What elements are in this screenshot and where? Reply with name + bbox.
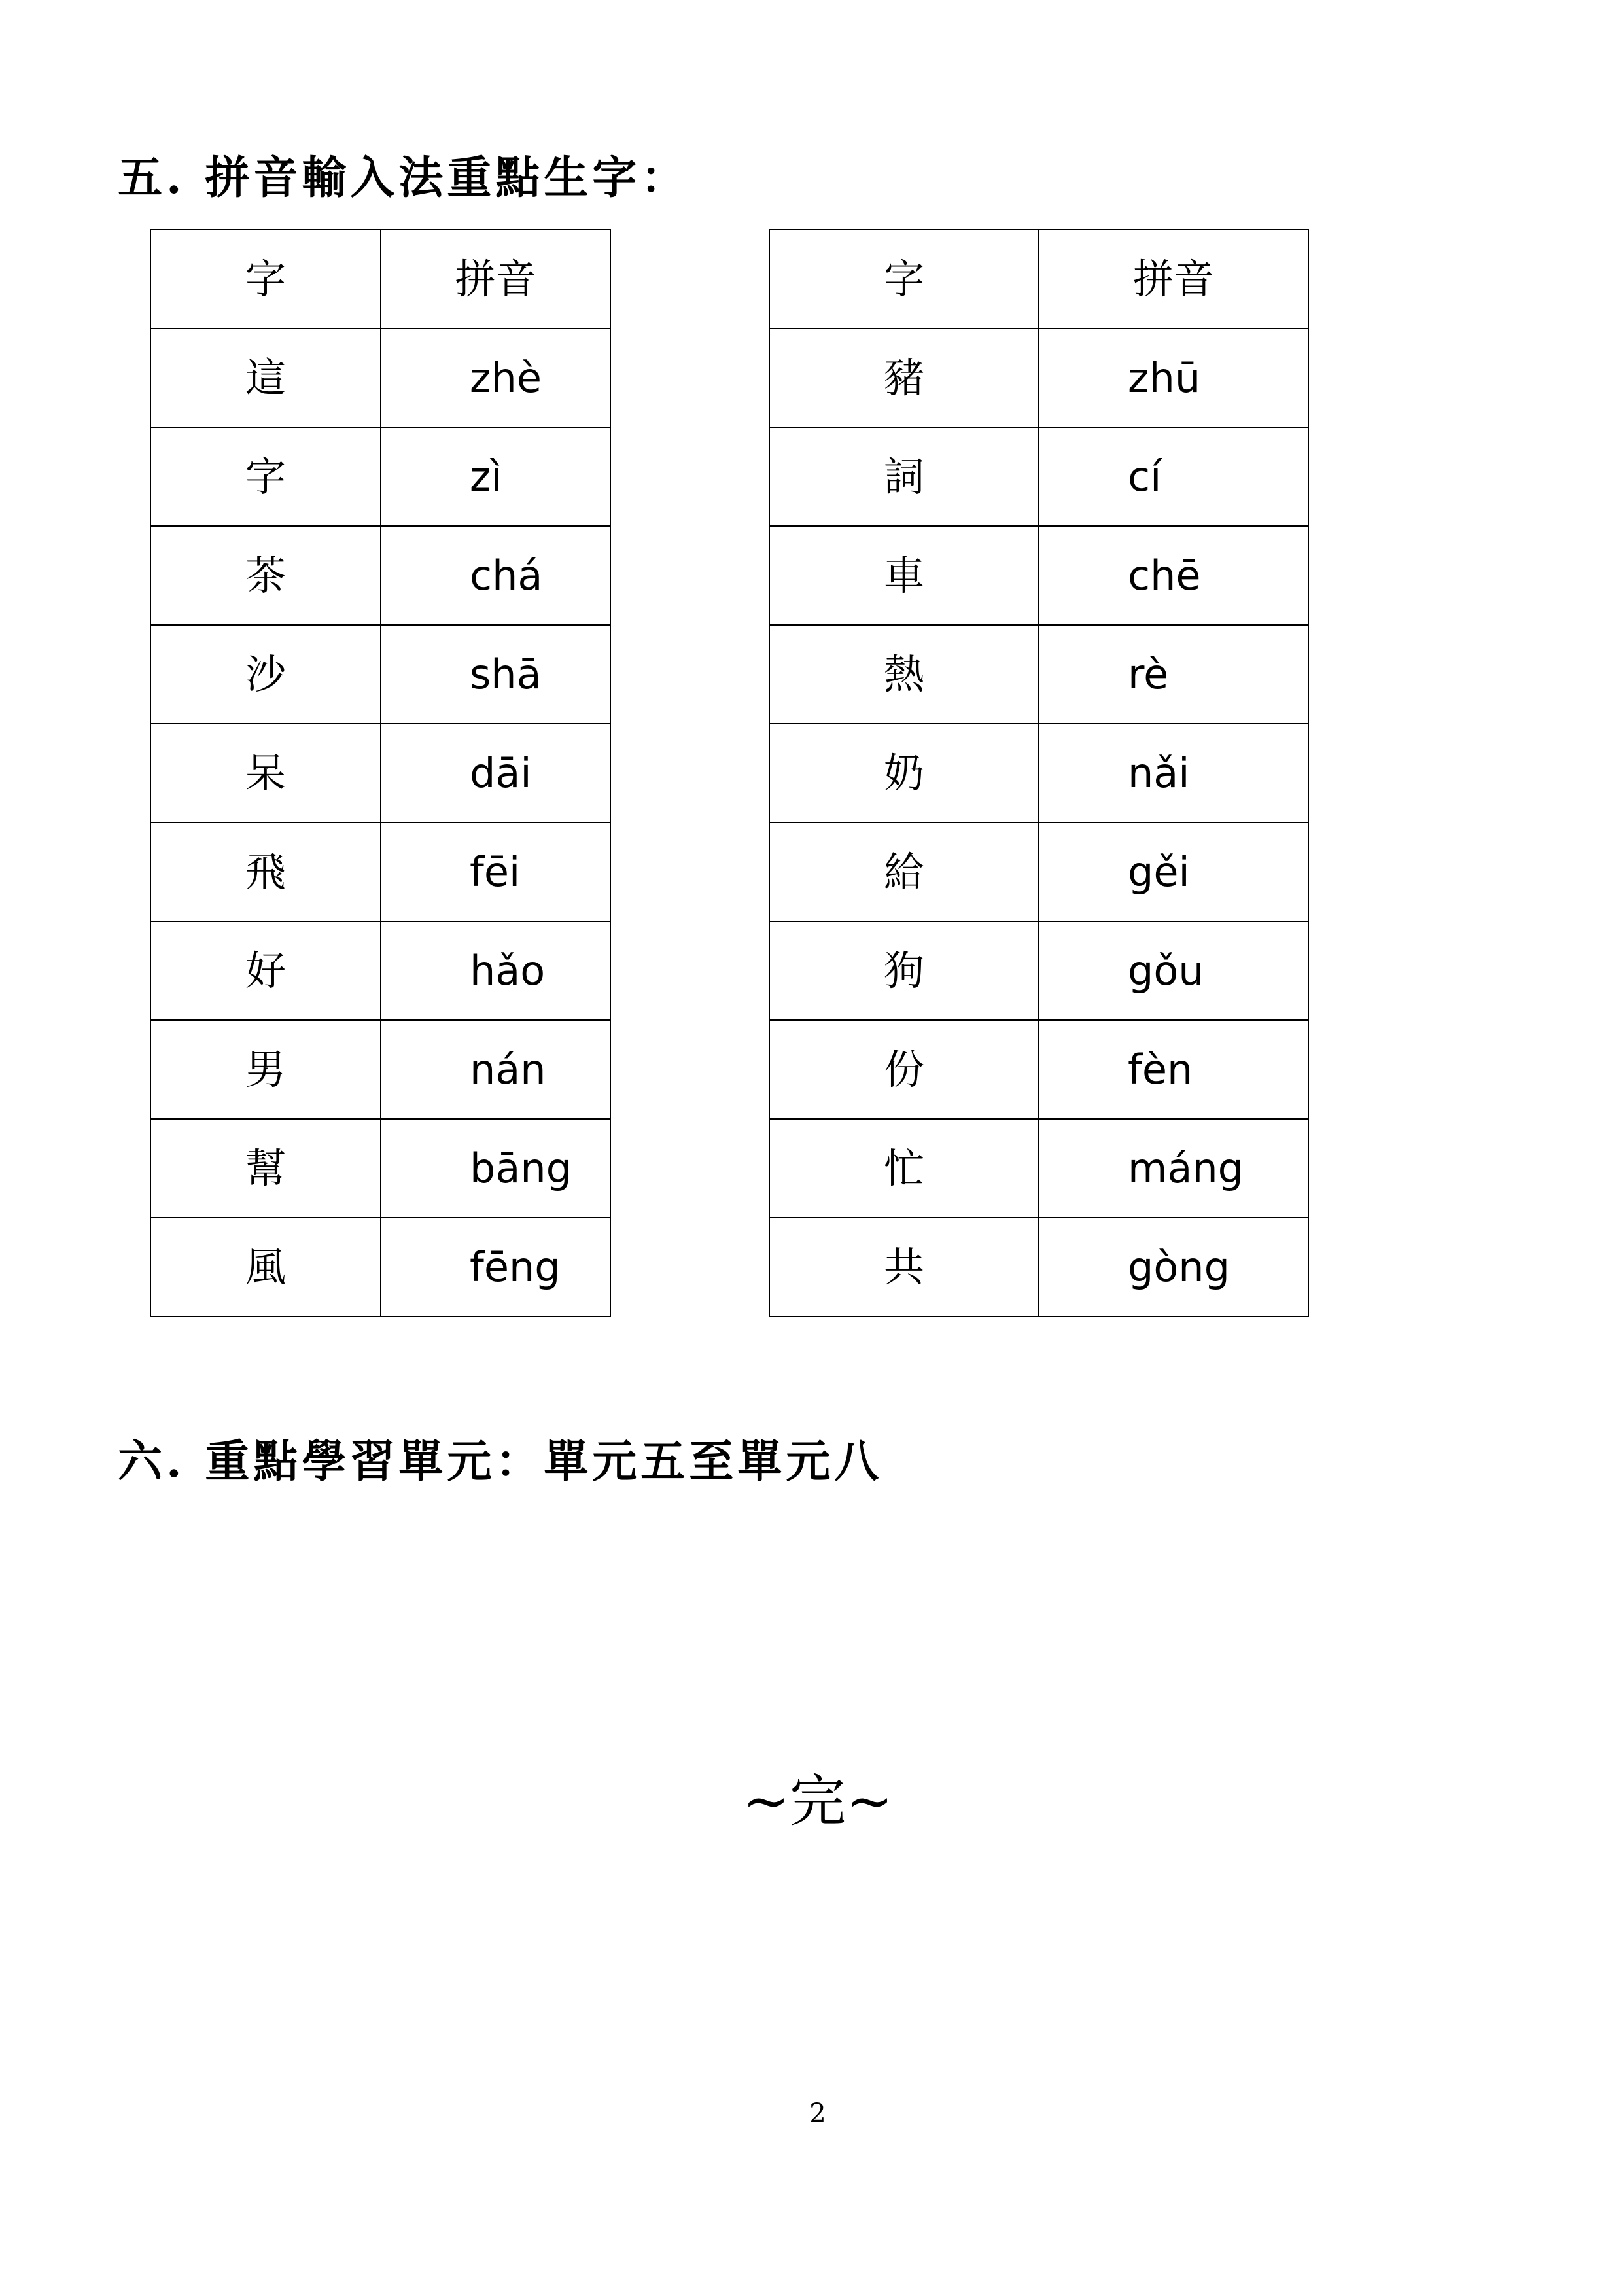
character-cell: 狗 — [769, 921, 1039, 1020]
table-row — [150, 526, 610, 625]
character-cell: 熱 — [769, 625, 1039, 724]
character-cell: 沙 — [150, 625, 381, 724]
table-row — [769, 625, 1308, 724]
table-row — [769, 526, 1308, 625]
header-character: 字 — [769, 230, 1039, 328]
pinyin-cell: zhè — [381, 328, 610, 427]
pinyin-cell: fèn — [1039, 1020, 1308, 1119]
table-row — [769, 822, 1308, 921]
section-6-heading: 六. 重點學習單元：單元五至單元八 — [118, 1436, 883, 1488]
table-row — [769, 921, 1308, 1020]
pinyin-table-left — [150, 229, 611, 1317]
character-cell: 給 — [769, 822, 1039, 921]
pinyin-cell: zì — [381, 427, 610, 526]
section-5-heading: 五. 拼音輸入法重點生字： — [118, 152, 689, 204]
pinyin-cell: hǎo — [381, 921, 610, 1020]
pinyin-cell: gòng — [1039, 1218, 1308, 1316]
character-cell: 男 — [150, 1020, 381, 1119]
table-header-row — [150, 230, 610, 328]
pinyin-cell: gěi — [1039, 822, 1308, 921]
pinyin-cell: chá — [381, 526, 610, 625]
pinyin-cell: nǎi — [1039, 724, 1308, 822]
character-cell: 茶 — [150, 526, 381, 625]
pinyin-cell: rè — [1039, 625, 1308, 724]
table-header-row — [769, 230, 1308, 328]
header-pinyin: 拼音 — [1039, 230, 1308, 328]
table-row — [769, 427, 1308, 526]
pinyin-cell: máng — [1039, 1119, 1308, 1218]
character-cell: 詞 — [769, 427, 1039, 526]
character-cell: 車 — [769, 526, 1039, 625]
pinyin-cell: fēi — [381, 822, 610, 921]
table-row — [769, 1119, 1308, 1218]
character-cell: 奶 — [769, 724, 1039, 822]
header-character: 字 — [150, 230, 381, 328]
character-cell: 份 — [769, 1020, 1039, 1119]
pinyin-cell: dāi — [381, 724, 610, 822]
table-row — [150, 822, 610, 921]
pinyin-cell: chē — [1039, 526, 1308, 625]
character-cell: 風 — [150, 1218, 381, 1316]
table-row — [150, 921, 610, 1020]
character-cell: 呆 — [150, 724, 381, 822]
table-row — [150, 625, 610, 724]
table-row — [769, 1020, 1308, 1119]
table-row — [769, 328, 1308, 427]
character-cell: 忙 — [769, 1119, 1039, 1218]
character-cell: 豬 — [769, 328, 1039, 427]
character-cell: 字 — [150, 427, 381, 526]
pinyin-cell: cí — [1039, 427, 1308, 526]
pinyin-cell: bāng — [381, 1119, 610, 1218]
table-row — [769, 724, 1308, 822]
end-mark: ~完~ — [742, 1769, 894, 1834]
pinyin-cell: zhū — [1039, 328, 1308, 427]
header-pinyin: 拼音 — [381, 230, 610, 328]
table-row — [150, 427, 610, 526]
table-row — [150, 328, 610, 427]
character-cell: 這 — [150, 328, 381, 427]
pinyin-table-right — [769, 229, 1309, 1317]
pinyin-cell: fēng — [381, 1218, 610, 1316]
table-row — [769, 1218, 1308, 1316]
character-cell: 飛 — [150, 822, 381, 921]
table-row — [150, 1119, 610, 1218]
pinyin-cell: nán — [381, 1020, 610, 1119]
table-row — [150, 1218, 610, 1316]
character-cell: 幫 — [150, 1119, 381, 1218]
pinyin-cell: gǒu — [1039, 921, 1308, 1020]
table-row — [150, 724, 610, 822]
table-row — [150, 1020, 610, 1119]
character-cell: 好 — [150, 921, 381, 1020]
character-cell: 共 — [769, 1218, 1039, 1316]
page-number: 2 — [809, 2098, 826, 2128]
pinyin-cell: shā — [381, 625, 610, 724]
